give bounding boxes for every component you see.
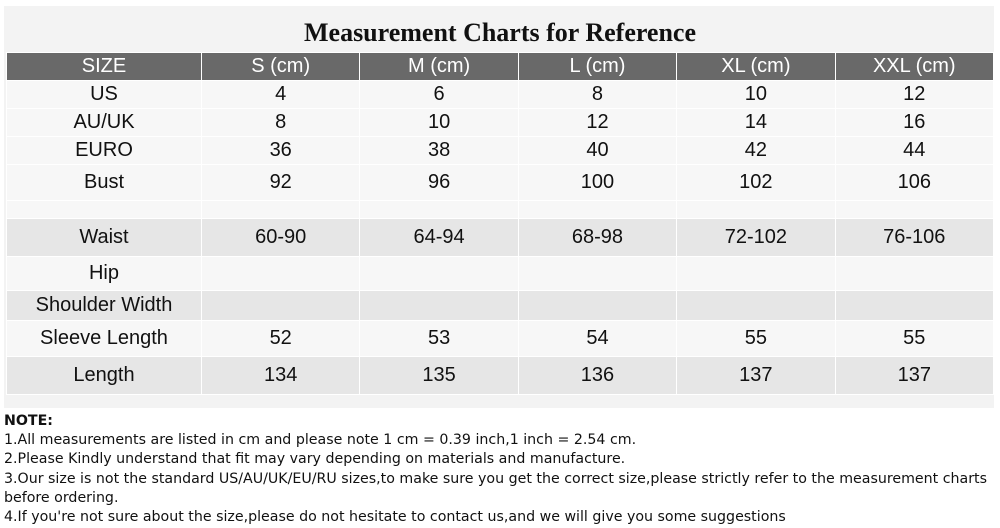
- header-l: L (cm): [518, 53, 676, 81]
- table-cell: 68-98: [518, 219, 676, 257]
- note-item: 1.All measurements are listed in cm and please note 1 cm = 0.39 inch,1 inch = 2.54 cm.: [4, 432, 637, 449]
- row-label: Hip: [7, 257, 202, 291]
- table-cell: [518, 291, 676, 321]
- table-cell: [677, 257, 835, 291]
- table-cell: 14: [677, 109, 835, 137]
- table-cell: [677, 201, 835, 219]
- row-label: AU/UK: [7, 109, 202, 137]
- table-row: [7, 291, 994, 321]
- table-cell: 134: [202, 357, 360, 395]
- table-cell: 72-102: [677, 219, 835, 257]
- table-cell: [835, 257, 993, 291]
- row-label: Bust: [7, 165, 202, 201]
- table-cell: 92: [202, 165, 360, 201]
- table-cell: 54: [518, 321, 676, 357]
- table-cell: 36: [202, 137, 360, 165]
- table-cell: [202, 201, 360, 219]
- row-label: Length: [7, 357, 202, 395]
- table-row: [7, 109, 994, 137]
- table-cell: 8: [202, 109, 360, 137]
- table-row: [7, 81, 994, 109]
- table-cell: 102: [677, 165, 835, 201]
- table-cell: 64-94: [360, 219, 518, 257]
- table-cell: 42: [677, 137, 835, 165]
- notes-section: [4, 412, 998, 527]
- table-cell: 135: [360, 357, 518, 395]
- table-header-row: [7, 53, 994, 81]
- table-cell: [7, 201, 202, 219]
- table-cell: 38: [360, 137, 518, 165]
- table-cell: [360, 291, 518, 321]
- row-label: Shoulder Width: [7, 291, 202, 321]
- table-cell: 52: [202, 321, 360, 357]
- table-cell: 136: [518, 357, 676, 395]
- table-cell: 60-90: [202, 219, 360, 257]
- table-cell: 137: [677, 357, 835, 395]
- table-cell: [835, 201, 993, 219]
- table-cell: 55: [835, 321, 993, 357]
- table-cell: 4: [202, 81, 360, 109]
- table-cell: 53: [360, 321, 518, 357]
- chart-title: Measurement Charts for Reference: [303, 18, 697, 47]
- table-cell: 16: [835, 109, 993, 137]
- note-item: 4.If you're not sure about the size,please do not hesitate to contact us,and we will give you some suggestions: [4, 509, 786, 526]
- table-row: [7, 257, 994, 291]
- note-item: 3.Our size is not the standard US/AU/UK/EU/RU sizes,to make sure you get the correct size,please strictly refer to the measurement charts before ordering.: [4, 470, 987, 506]
- table-cell: [835, 291, 993, 321]
- table-row: [7, 165, 994, 201]
- table-cell: 12: [518, 109, 676, 137]
- header-xl: XL (cm): [677, 53, 835, 81]
- table-cell: 96: [360, 165, 518, 201]
- header-size: SIZE: [7, 53, 202, 81]
- table-cell: 40: [518, 137, 676, 165]
- table-cell: 10: [360, 109, 518, 137]
- note-item: 2.Please Kindly understand that fit may vary depending on materials and manufacture.: [4, 451, 626, 468]
- table-cell: 12: [835, 81, 993, 109]
- table-cell: 8: [518, 81, 676, 109]
- table-row: [7, 219, 994, 257]
- table-row: [7, 321, 994, 357]
- row-label: EURO: [7, 137, 202, 165]
- header-m: M (cm): [360, 53, 518, 81]
- table-cell: [677, 291, 835, 321]
- row-label: US: [7, 81, 202, 109]
- table-cell: 6: [360, 81, 518, 109]
- table-cell: 76-106: [835, 219, 993, 257]
- table-cell: [360, 201, 518, 219]
- table-cell: [360, 257, 518, 291]
- measurement-table: [6, 52, 994, 395]
- table-cell: 55: [677, 321, 835, 357]
- table-cell: [202, 257, 360, 291]
- table-cell: 137: [835, 357, 993, 395]
- table-cell: 44: [835, 137, 993, 165]
- row-label: Waist: [7, 219, 202, 257]
- table-row: [7, 357, 994, 395]
- table-cell: [518, 257, 676, 291]
- notes-heading: NOTE:: [4, 413, 53, 429]
- table-cell: [202, 291, 360, 321]
- table-cell: [518, 201, 676, 219]
- table-cell: 10: [677, 81, 835, 109]
- table-cell: 100: [518, 165, 676, 201]
- table-row: [7, 137, 994, 165]
- row-label: Sleeve Length: [7, 321, 202, 357]
- header-xxl: XXL (cm): [835, 53, 993, 81]
- header-s: S (cm): [202, 53, 360, 81]
- table-row-spacer: [7, 201, 994, 219]
- table-cell: 106: [835, 165, 993, 201]
